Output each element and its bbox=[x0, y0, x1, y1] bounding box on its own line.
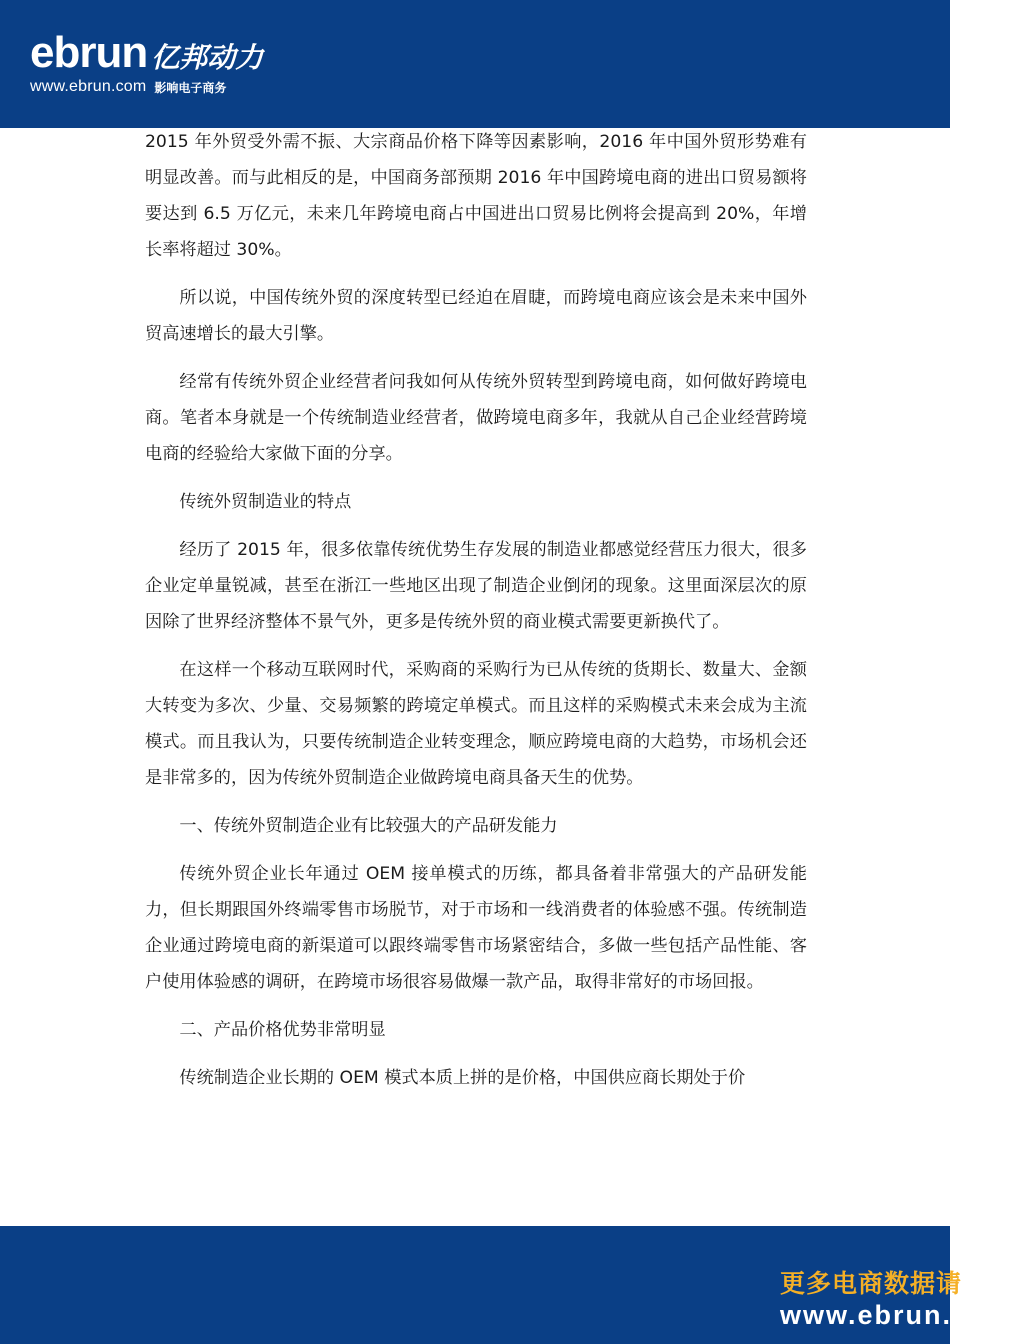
paragraph-6: 在这样一个移动互联网时代，采购商的采购行为已从传统的货期长、数量大、金额大转变为多次、少量、交易频繁的跨境定单模式。而且这样的采购模式未来会成为主流模式。而且我认为，只要传统制造企业转变理念，顺应跨境电商的大趋势，市场机会还是非常多的，因为传统外贸制造企业做跨境电商具备天生的优势。 bbox=[145, 660, 807, 788]
paragraph-8: 传统外贸企业长年通过 OEM 接单模式的历练，都具备着非常强大的产品研发能力，但长期跟国外终端零售市场脱节，对于市场和一线消费者的体验感不强。传统制造企业通过跨境电商的新渠道可以跟终端零售市场紧密结合，多做一些包括产品性能、客户使用体验感的调研，在跨境市场很容易做爆一款产品，取得非常好的市场回报。 bbox=[145, 864, 807, 992]
section-heading-price: 二、产品价格优势非常明显 bbox=[179, 1020, 386, 1040]
logo-wordmark: ebrun bbox=[30, 28, 148, 77]
section-heading-traits: 传统外贸制造业的特点 bbox=[179, 492, 352, 512]
footer-promo-text: 更多电商数据请 bbox=[780, 1269, 963, 1298]
paragraph-3: 经常有传统外贸企业经营者问我如何从传统外贸转型到跨境电商，如何做好跨境电商。笔者本身就是一个传统制造业经营者，做跨境电商多年，我就从自己企业经营跨境电商的经验给大家做下面的分享。 bbox=[145, 372, 807, 464]
footer-url-link[interactable]: www.ebrun.com bbox=[780, 1300, 1014, 1330]
logo-slogan: 影响电子商务 bbox=[154, 80, 227, 95]
logo-url: www.ebrun.com bbox=[30, 78, 147, 95]
ebrun-logo[interactable] bbox=[30, 30, 263, 98]
section-heading-rnd: 一、传统外贸制造企业有比较强大的产品研发能力 bbox=[179, 816, 558, 836]
page-header bbox=[0, 0, 950, 128]
paragraph-1: 2015 年外贸受外需不振、大宗商品价格下降等因素影响，2016 年中国外贸形势难有明显改善。而与此相反的是，中国商务部预期 2016 年中国跨境电商的进出口贸易额将要达到 6.5 万亿元，未来几年跨境电商占中国进出口贸易比例将会提高到 20%，年增长率将超过 30%。 bbox=[145, 132, 807, 260]
logo-chinese-name: 亿邦动力 bbox=[151, 41, 264, 74]
paragraph-10: 传统制造企业长期的 OEM 模式本质上拼的是价格，中国供应商长期处于价 bbox=[179, 1068, 746, 1088]
article-body bbox=[145, 124, 807, 1210]
page-footer bbox=[0, 1226, 1014, 1344]
paragraph-2: 所以说，中国传统外贸的深度转型已经迫在眉睫，而跨境电商应该会是未来中国外贸高速增长的最大引擎。 bbox=[145, 288, 807, 344]
logo-main bbox=[30, 30, 263, 76]
paragraph-5: 经历了 2015 年，很多依靠传统优势生存发展的制造业都感觉经营压力很大，很多企业定单量锐减，甚至在浙江一些地区出现了制造企业倒闭的现象。这里面深层次的原因除了世界经济整体不景气外，更多是传统外贸的商业模式需要更新换代了。 bbox=[145, 540, 807, 632]
